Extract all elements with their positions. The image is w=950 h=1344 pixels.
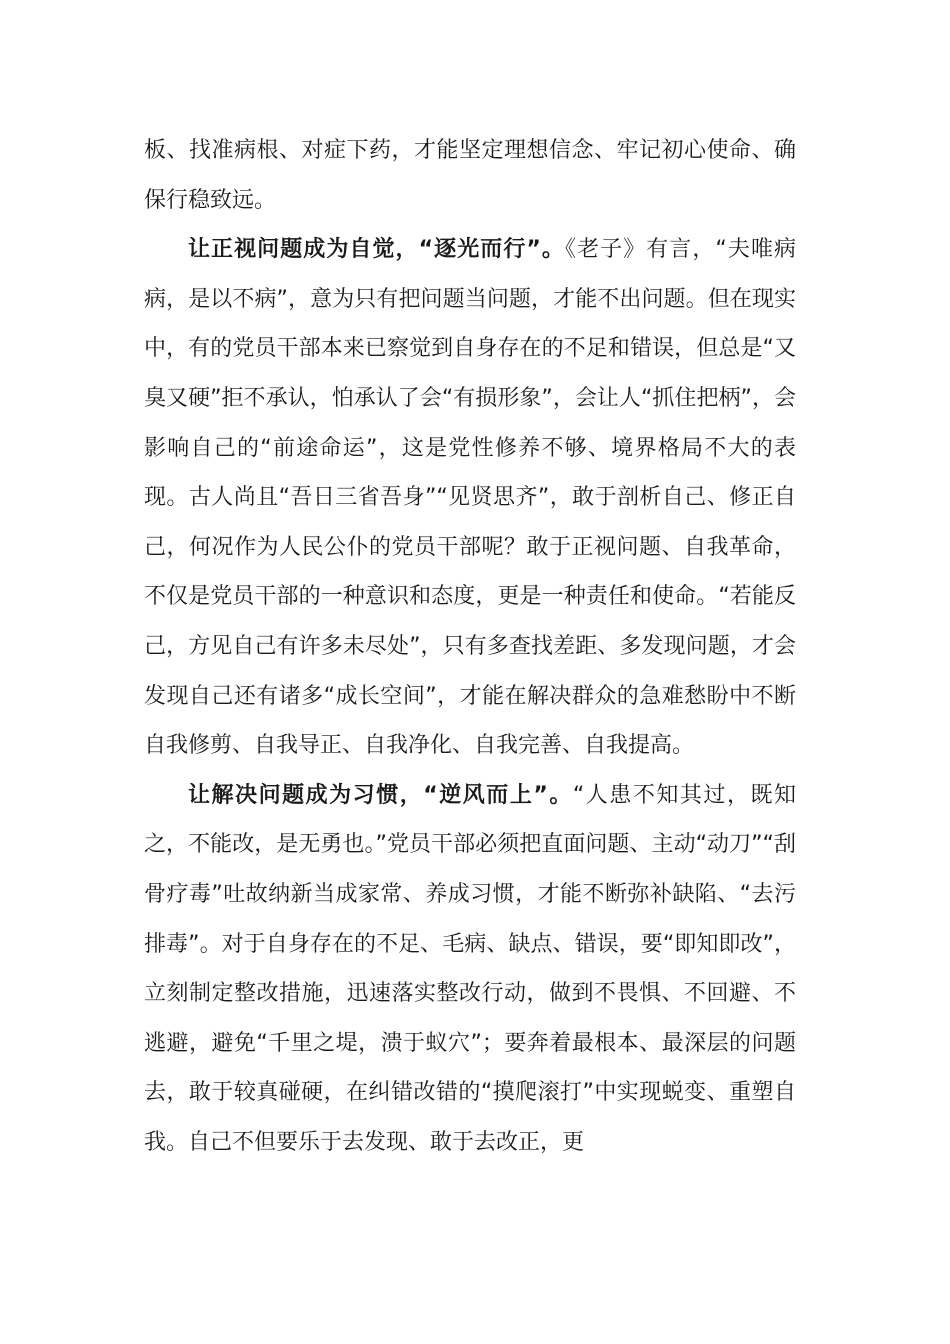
paragraph-self-awareness xyxy=(144,225,796,771)
paragraph-text: 板、找准病根、对症下药，才能坚定理想信念、牢记初心使命、确保行稳致远。 xyxy=(144,138,796,213)
paragraph-habit xyxy=(144,771,796,1168)
paragraph-text: 《老子》有言，“夫唯病病，是以不病”，意为只有把问题当问题，才能不出问题。但在现实中，有的党员干部本来已察觉到自身存在的不足和错误，但总是“又臭又硬”拒不承认，怕承认了会“有损形象”，会让人“抓住把柄”，会影响自己的“前途命运”，这是党性修养不够、境界格局不大的表现。古人尚且“吾日三省吾身”“见贤思齐”，敢于剖析自己、修正自己，何况作为人民公仆的党员干部呢？敢于正视问题、自我革命，不仅是党员干部的一种意识和态度，更是一种责任和使命。“若能反己，方见自己有许多未尽处”，只有多查找差距、多发现问题，才会发现自己还有诸多“成长空间”，才能在解决群众的急难愁盼中不断自我修剪、自我导正、自我净化、自我完善、自我提高。 xyxy=(144,237,797,759)
paragraph-lead-heading: 让正视问题成为自觉，“逐光而行”。 xyxy=(188,237,565,263)
paragraph-continuation xyxy=(144,126,796,225)
body-text xyxy=(144,126,796,1167)
paragraph-text: “人患不知其过，既知之，不能改，是无勇也。”党员干部必须把直面问题、主动“动刀”“刮骨疗毒”吐故纳新当成家常、养成习惯，才能不断弥补缺陷、“去污排毒”。对于自身存在的不足、毛病、缺点、错误，要“即知即改”，立刻制定整改措施，迅速落实整改行动，做到不畏惧、不回避、不逃避，避免“千里之堤，溃于蚁穴”；要奔着最根本、最深层的问题去，敢于较真碰硬，在纠错改错的“摸爬滚打”中实现蜕变、重塑自我。自己不但要乐于去发现、敢于去改正，更 xyxy=(144,782,796,1155)
paragraph-lead-heading: 让解决问题成为习惯，“逆风而上”。 xyxy=(188,782,573,808)
